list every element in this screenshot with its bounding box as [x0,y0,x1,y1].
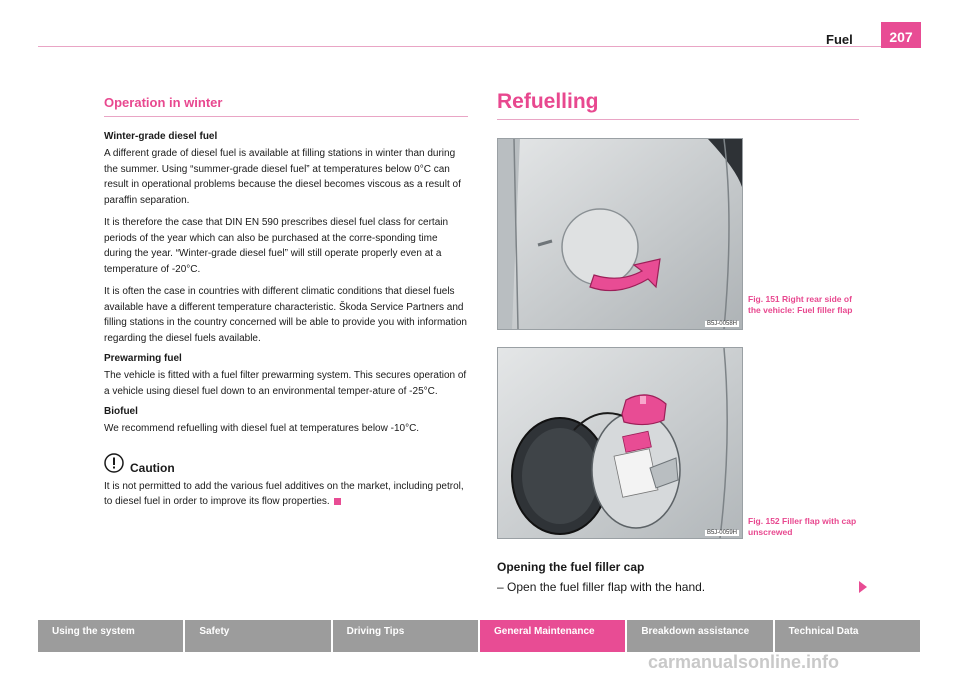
section-end-marker [334,498,341,505]
watermark: carmanualsonline.info [648,652,840,672]
section-title: Operation in winter [104,95,468,117]
filler-cap-illustration [498,348,742,538]
tab-breakdown-assistance[interactable]: Breakdown assistance [627,620,772,652]
subsection-heading: Winter-grade diesel fuel [104,131,218,142]
caution-text [104,479,468,510]
left-column [104,95,468,517]
figure-code: B5J-0058H [706,321,737,327]
subsection-heading: Biofuel [104,406,138,417]
page-number: 207 [881,22,921,48]
tab-using-the-system[interactable]: Using the system [38,620,183,652]
tab-driving-tips[interactable]: Driving Tips [333,620,478,652]
figure-caption: Fig. 152 Filler flap with cap unscrewed [748,516,857,537]
paragraph: It is therefore the case that DIN EN 590 prescribes diesel fuel class for certain periods of the year which can also be purchased at the corre-sponding time during the year. “Winter-grade diesel fuel” will still operate properly even at a temperature of -20°C. [104,217,449,275]
paragraph: We recommend refuelling with diesel fuel at temperatures below -10°C. [104,423,420,434]
figure-cap-unscrewed [497,347,743,539]
subsection-heading: Opening the fuel filler cap [497,560,645,574]
right-column-header [497,90,859,120]
instruction-step: – Open the fuel filler flap with the hand. [497,580,706,594]
paragraph: It is often the case in countries with different climatic conditions that diesel fuels available have a different temperature characteristic. Škoda Service Partners and filling stations in the country concerned will be able to provide you with information regarding the diesel fuels available. [104,286,467,344]
warning-icon [104,453,124,473]
caution-text-body: It is not permitted to add the various fuel additives on the market, including petrol, to diesel fuel in order to improve its flow properties. [104,480,464,507]
fuel-flap-illustration [498,139,742,329]
chapter-navigation [38,620,920,652]
header-rule [38,46,920,47]
chapter-title: Fuel [826,32,853,47]
paragraph: The vehicle is fitted with a fuel filter prewarming system. This secures operation of a vehicle using diesel fuel down to an environmental temper-ature of -25°C. [104,370,467,397]
next-page-arrow-icon[interactable] [859,581,867,593]
caution-label: Caution [130,460,175,475]
tab-technical-data[interactable]: Technical Data [775,620,920,652]
figure-code: B5J-0059H [706,530,737,536]
caution-header [104,451,468,475]
subsection-heading: Prewarming fuel [104,353,182,364]
section-title-refuelling: Refuelling [497,90,859,120]
figure-caption: Fig. 151 Right rear side of the vehicle: Fuel filler flap [748,294,853,315]
paragraph: A different grade of diesel fuel is available at filling stations in winter than during the summer. Using “summer-grade diesel fuel” at temperatures below 0°C can result in operational problems because the diesel becomes viscous as a result of paraffin separation. [104,148,461,206]
tab-safety[interactable]: Safety [185,620,330,652]
figure-fuel-flap [497,138,743,330]
tab-general-maintenance[interactable]: General Maintenance [480,620,625,652]
